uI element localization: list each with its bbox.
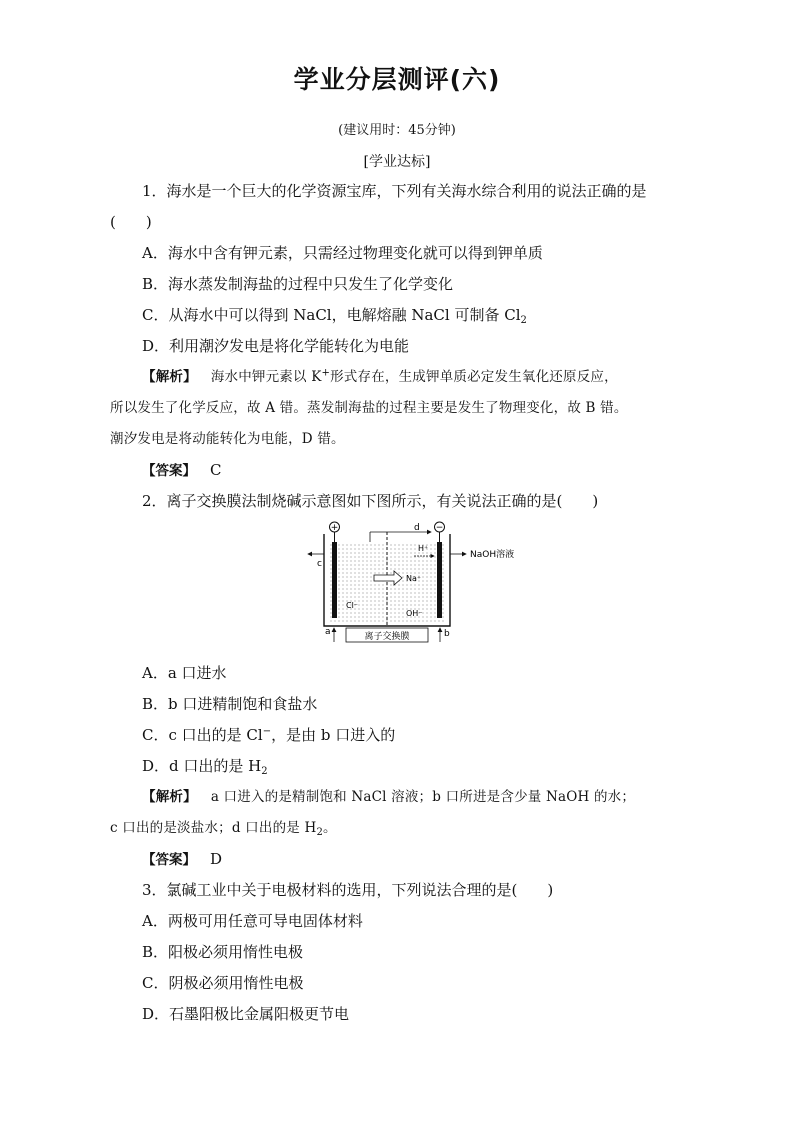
q1-option-b: B．海水蒸发制海盐的过程中只发生了化学变化 (142, 275, 454, 293)
q1-option-a: A．海水中含有钾元素，只需经过物理变化就可以得到钾单质 (142, 244, 543, 262)
label-c: c (317, 559, 322, 569)
q3-option-c: C．阴极必须用惰性电极 (142, 974, 304, 992)
anode-plus-sign: + (330, 523, 339, 533)
q1-analysis-line2: 所以发生了化学反应，故 A 错。蒸发制海盐的过程主要是发生了物理变化，故 B 错。 (110, 400, 628, 416)
q1-option-c: C．从海水中可以得到 NaCl，电解熔融 NaCl 可制备 $Cl_2$ (142, 306, 527, 326)
page-title: 学业分层测评(六) (293, 65, 501, 94)
suggested-time: (建议用时：45分钟) (338, 123, 456, 138)
label-naoh-solution: NaOH溶液 (470, 550, 515, 560)
cathode-minus-sign: − (435, 523, 444, 533)
answer-tag: 【答案】 (142, 463, 196, 479)
q2-answer: 【答案】 D (142, 850, 223, 868)
q2-option-b: B．b 口进精制饱和食盐水 (142, 695, 318, 713)
q3-option-b: B．阳极必须用惰性电极 (142, 943, 304, 961)
q3-stem: 3．氯碱工业中关于电极材料的选用，下列说法合理的是( ) (142, 881, 554, 899)
section-heading: [学业达标] (363, 154, 431, 170)
label-membrane: 离子交换膜 (364, 632, 410, 642)
q3-option-a: A．两极可用任意可导电固体材料 (142, 912, 363, 930)
q2-option-d: D．d 口出的是 $H_2$ (142, 757, 268, 777)
q3-option-d: D．石墨阳极比金属阳极更节电 (142, 1005, 350, 1023)
label-b: b (444, 629, 450, 639)
q2-stem: 2．离子交换膜法制烧碱示意图如下图所示，有关说法正确的是( ) (142, 492, 599, 510)
q2-option-a: A．a 口进水 (142, 664, 227, 682)
electrolysis-cell-diagram (306, 520, 528, 645)
q1-stem-line2: ( ) (110, 213, 152, 231)
q2-option-c: C．c 口出的是 Cl−，是由 b 口进入的 (142, 726, 396, 744)
q1-stem-line1: 1．海水是一个巨大的化学资源宝库，下列有关海水综合利用的说法正确的是 (142, 182, 647, 200)
analysis-tag: 【解析】 (142, 789, 197, 805)
analysis-tag: 【解析】 (142, 369, 197, 385)
q2-analysis-line1: 【解析】 a 口进入的是精制饱和 NaCl 溶液；b 口所进是含少量 NaOH 的水； (142, 789, 636, 805)
label-oh-ion: OH⁻ (406, 609, 423, 618)
q2-analysis-line2: c 口出的是淡盐水；d 口出的是 $H_2$。 (110, 820, 337, 838)
q1-analysis-line1: 【解析】 海水中钾元素以 K+形式存在，生成钾单质必定发生氧化还原反应， (142, 367, 618, 385)
label-d: d (414, 523, 420, 533)
label-a: a (325, 627, 331, 637)
label-h-ion: H⁺ (418, 544, 429, 553)
q1-option-d: D．利用潮汐发电是将化学能转化为电能 (142, 337, 410, 355)
q1-analysis-line3: 潮汐发电是将动能转化为电能，D 错。 (110, 431, 345, 447)
label-cl-ion: Cl⁻ (346, 601, 359, 610)
q1-answer: 【答案】 C (142, 461, 222, 479)
label-na-ion: Na⁺ (406, 574, 422, 583)
answer-tag: 【答案】 (142, 852, 196, 868)
